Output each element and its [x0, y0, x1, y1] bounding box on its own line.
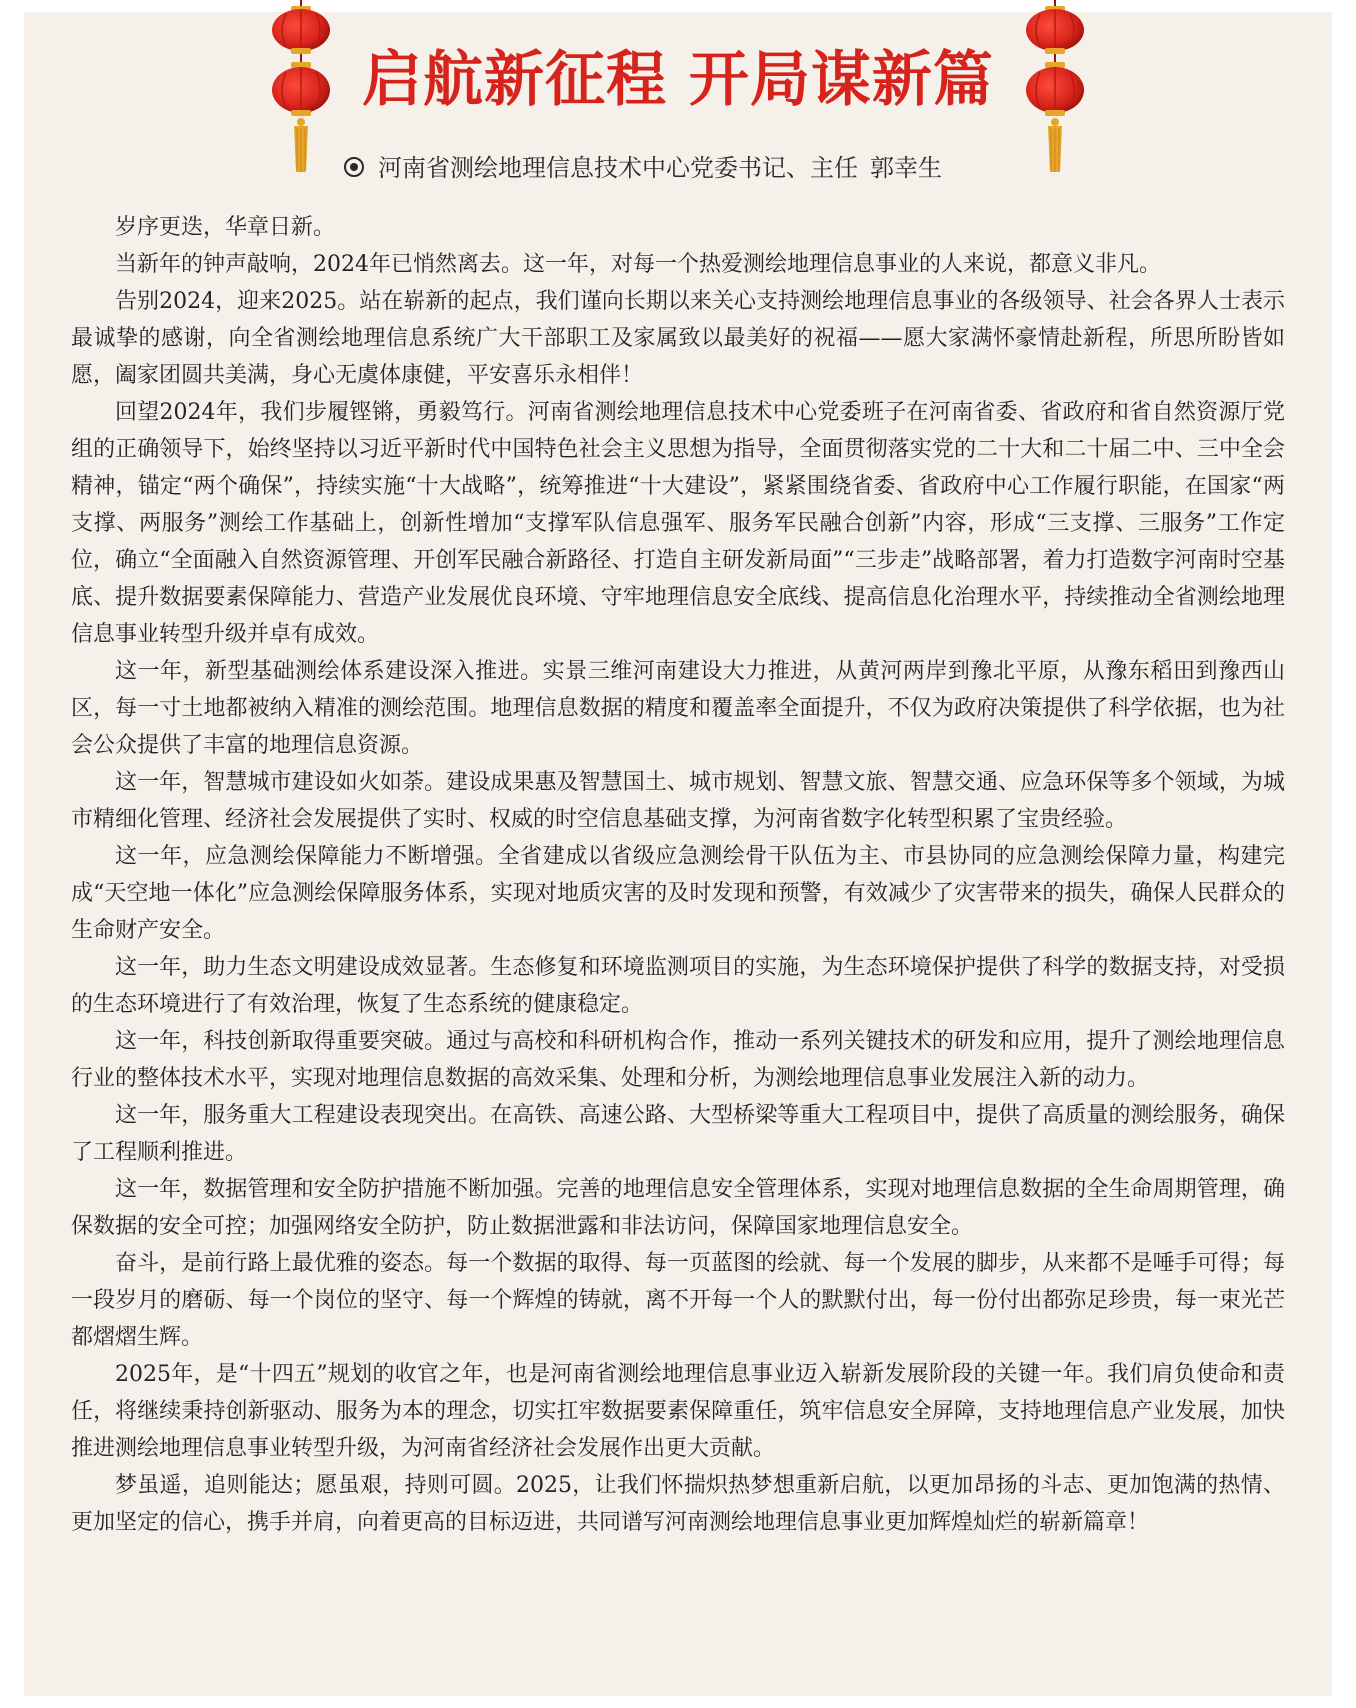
paragraph: 岁序更迭，华章日新。 [115, 215, 336, 240]
lantern-icon [270, 0, 332, 180]
paragraph: 这一年，助力生态文明建设成效显著。生态修复和环境监测项目的实施，为生态环境保护提供了科学的数据支持，对受损的生态环境进行了有效治理，恢复了生态系统的健康稳定。 [71, 955, 1285, 1017]
paragraph: 告别2024，迎来2025。站在崭新的起点，我们谨向长期以来关心支持测绘地理信息事业的各级领导、社会各界人士表示最诚挚的感谢，向全省测绘地理信息系统广大干部职工及家属致以最美好的祝福——愿大家满怀豪情赴新程，所思所盼皆如愿，阖家团圆共美满，身心无虞体康健，平安喜乐永相伴！ [71, 289, 1285, 388]
paragraph: 这一年，服务重大工程建设表现突出。在高铁、高速公路、大型桥梁等重大工程项目中，提供了高质量的测绘服务，确保了工程顺利推进。 [71, 1103, 1285, 1165]
paragraph: 这一年，科技创新取得重要突破。通过与高校和科研机构合作，推动一系列关键技术的研发和应用，提升了测绘地理信息行业的整体技术水平，实现对地理信息数据的高效采集、处理和分析，为测绘地理信息事业发展注入新的动力。 [71, 1029, 1285, 1091]
paragraph: 这一年，智慧城市建设如火如荼。建设成果惠及智慧国土、城市规划、智慧文旅、智慧交通、应急环保等多个领域，为城市精细化管理、经济社会发展提供了实时、权威的时空信息基础支撑，为河南省数字化转型积累了宝贵经验。 [71, 770, 1285, 832]
paragraph: 这一年，应急测绘保障能力不断增强。全省建成以省级应急测绘骨干队伍为主、市县协同的应急测绘保障力量，构建完成“天空地一体化”应急测绘保障服务体系，实现对地质灾害的及时发现和预警，有效减少了灾害带来的损失，确保人民群众的生命财产安全。 [71, 844, 1285, 943]
paragraph: 奋斗，是前行路上最优雅的姿态。每一个数据的取得、每一页蓝图的绘就、每一个发展的脚步，从来都不是唾手可得；每一段岁月的磨砺、每一个岗位的坚守、每一个辉煌的铸就，离不开每一个人的默默付出，每一份付出都弥足珍贵，每一束光芒都熠熠生辉。 [71, 1251, 1285, 1350]
article-body [71, 209, 1285, 1541]
paragraph: 这一年，新型基础测绘体系建设深入推进。实景三维河南建设大力推进，从黄河两岸到豫北平原，从豫东稻田到豫西山区，每一寸土地都被纳入精准的测绘范围。地理信息数据的精度和覆盖率全面提升，不仅为政府决策提供了科学依据，也为社会公众提供了丰富的地理信息资源。 [71, 659, 1285, 758]
paragraph: 梦虽遥，追则能达；愿虽艰，持则可圆。2025，让我们怀揣炽热梦想重新启航，以更加昂扬的斗志、更加饱满的热情、更加坚定的信心，携手并肩，向着更高的目标迈进，共同谱写河南测绘地理信息事业更加辉煌灿烂的崭新篇章！ [71, 1473, 1285, 1535]
paragraph: 当新年的钟声敲响，2024年已悄然离去。这一年，对每一个热爱测绘地理信息事业的人来说，都意义非凡。 [115, 252, 1161, 277]
lantern-icon [1024, 0, 1086, 180]
byline-name: 郭幸生 [870, 154, 942, 182]
paragraph: 这一年，数据管理和安全防护措施不断加强。完善的地理信息安全管理体系，实现对地理信息数据的全生命周期管理，确保数据的安全可控；加强网络安全防护，防止数据泄露和非法访问，保障国家地理信息安全。 [71, 1177, 1285, 1239]
author-byline [344, 150, 1024, 186]
paper-corner [24, 1674, 46, 1696]
paper-corner [1310, 1674, 1332, 1696]
paragraph: 回望2024年，我们步履铿锵，勇毅笃行。河南省测绘地理信息技术中心党委班子在河南省委、省政府和省自然资源厅党组的正确领导下，始终坚持以习近平新时代中国特色社会主义思想为指导，全面贯彻落实党的二十大和二十届二中、三中全会精神，锚定“两个确保”，持续实施“十大战略”，统筹推进“十大建设”，紧紧围绕省委、省政府中心工作履行职能，在国家“两支撑、两服务”测绘工作基础上，创新性增加“支撑军队信息强军、服务军民融合创新”内容，形成“三支撑、三服务”工作定位，确立“全面融入自然资源管理、开创军民融合新路径、打造自主研发新局面”“三步走”战略部署，着力打造数字河南时空基底、提升数据要素保障能力、营造产业发展优良环境、守牢地理信息安全底线、提高信息化治理水平，持续推动全省测绘地理信息事业转型升级并卓有成效。 [71, 400, 1285, 647]
bullet-circle-icon [344, 157, 364, 177]
page-title: 启航新征程 开局谋新篇 [362, 45, 994, 115]
paper-corner [24, 12, 46, 34]
paper-corner [1310, 12, 1332, 34]
paragraph: 2025年，是“十四五”规划的收官之年，也是河南省测绘地理信息事业迈入崭新发展阶段的关键一年。我们肩负使命和责任，将继续秉持创新驱动、服务为本的理念，切实扛牢数据要素保障重任，筑牢信息安全屏障，支持地理信息产业发展，加快推进测绘地理信息事业转型升级，为河南省经济社会发展作出更大贡献。 [71, 1362, 1285, 1461]
byline-org: 河南省测绘地理信息技术中心党委书记、主任 [378, 154, 858, 182]
